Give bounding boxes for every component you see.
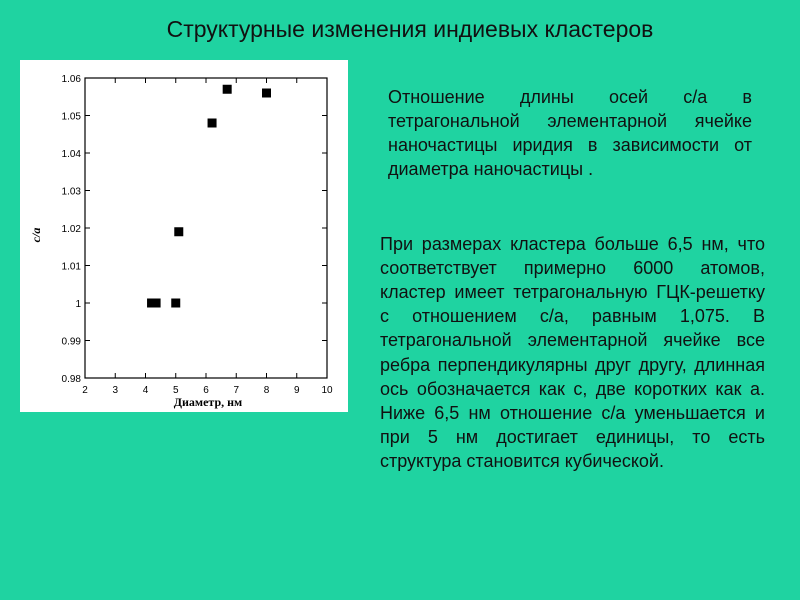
y-tick-label: 1.06 — [61, 74, 81, 85]
x-tick-label: 10 — [321, 385, 333, 396]
y-tick-label: 0.99 — [61, 336, 81, 348]
data-point — [223, 85, 232, 94]
data-point — [208, 119, 217, 128]
data-points — [147, 85, 271, 308]
plot-area-frame — [85, 78, 327, 378]
chart-panel — [20, 60, 348, 412]
data-point — [262, 89, 271, 98]
x-tick-label: 6 — [203, 385, 209, 396]
y-tick-label: 1 — [75, 299, 81, 310]
x-tick-label: 3 — [112, 385, 119, 396]
x-tick-label: 9 — [293, 385, 300, 396]
x-tick-label: 4 — [142, 385, 149, 396]
x-axis-label: Диаметр, нм — [173, 395, 243, 409]
scatter-chart — [20, 60, 348, 412]
x-tick-label: 7 — [233, 385, 240, 396]
y-tick-label: 1.02 — [61, 224, 81, 235]
y-tick-label: 1.05 — [61, 111, 81, 123]
x-tick-label: 8 — [263, 385, 270, 396]
y-tick-label: 1.04 — [61, 149, 81, 160]
chart-caption: Отношение длины осей с/а в тетрагональной элементарной ячейке наночастицы иридия в зависимости от диаметра наночастицы . — [388, 87, 752, 179]
data-point — [152, 299, 161, 308]
y-tick-label: 0.98 — [61, 374, 81, 385]
data-point — [174, 227, 183, 236]
data-point — [171, 299, 180, 308]
x-tick-label: 5 — [172, 385, 179, 396]
slide-title: Структурные изменения индиевых кластеров — [166, 16, 654, 42]
y-tick-label: 1.03 — [61, 186, 81, 198]
y-axis-label: c/a — [29, 227, 43, 243]
y-tick-label: 1.01 — [61, 261, 81, 273]
x-tick-label: 2 — [82, 385, 88, 396]
body-paragraph: При размерах кластера больше 6,5 нм, что соответствует примерно 6000 атомов, кластер имеет тетрагональную ГЦК-решетку с отношением с/а, равным 1,075. В тетрагональной элементарной ячейке все ребра перпендикулярны друг другу, длинная ось обозначается как с, две коротких как а. Ниже 6,5 нм отношение с/а уменьшается и при 5 нм достигает единицы, то есть структура становится кубической. — [380, 234, 765, 471]
y-axis-ticks — [62, 74, 327, 385]
